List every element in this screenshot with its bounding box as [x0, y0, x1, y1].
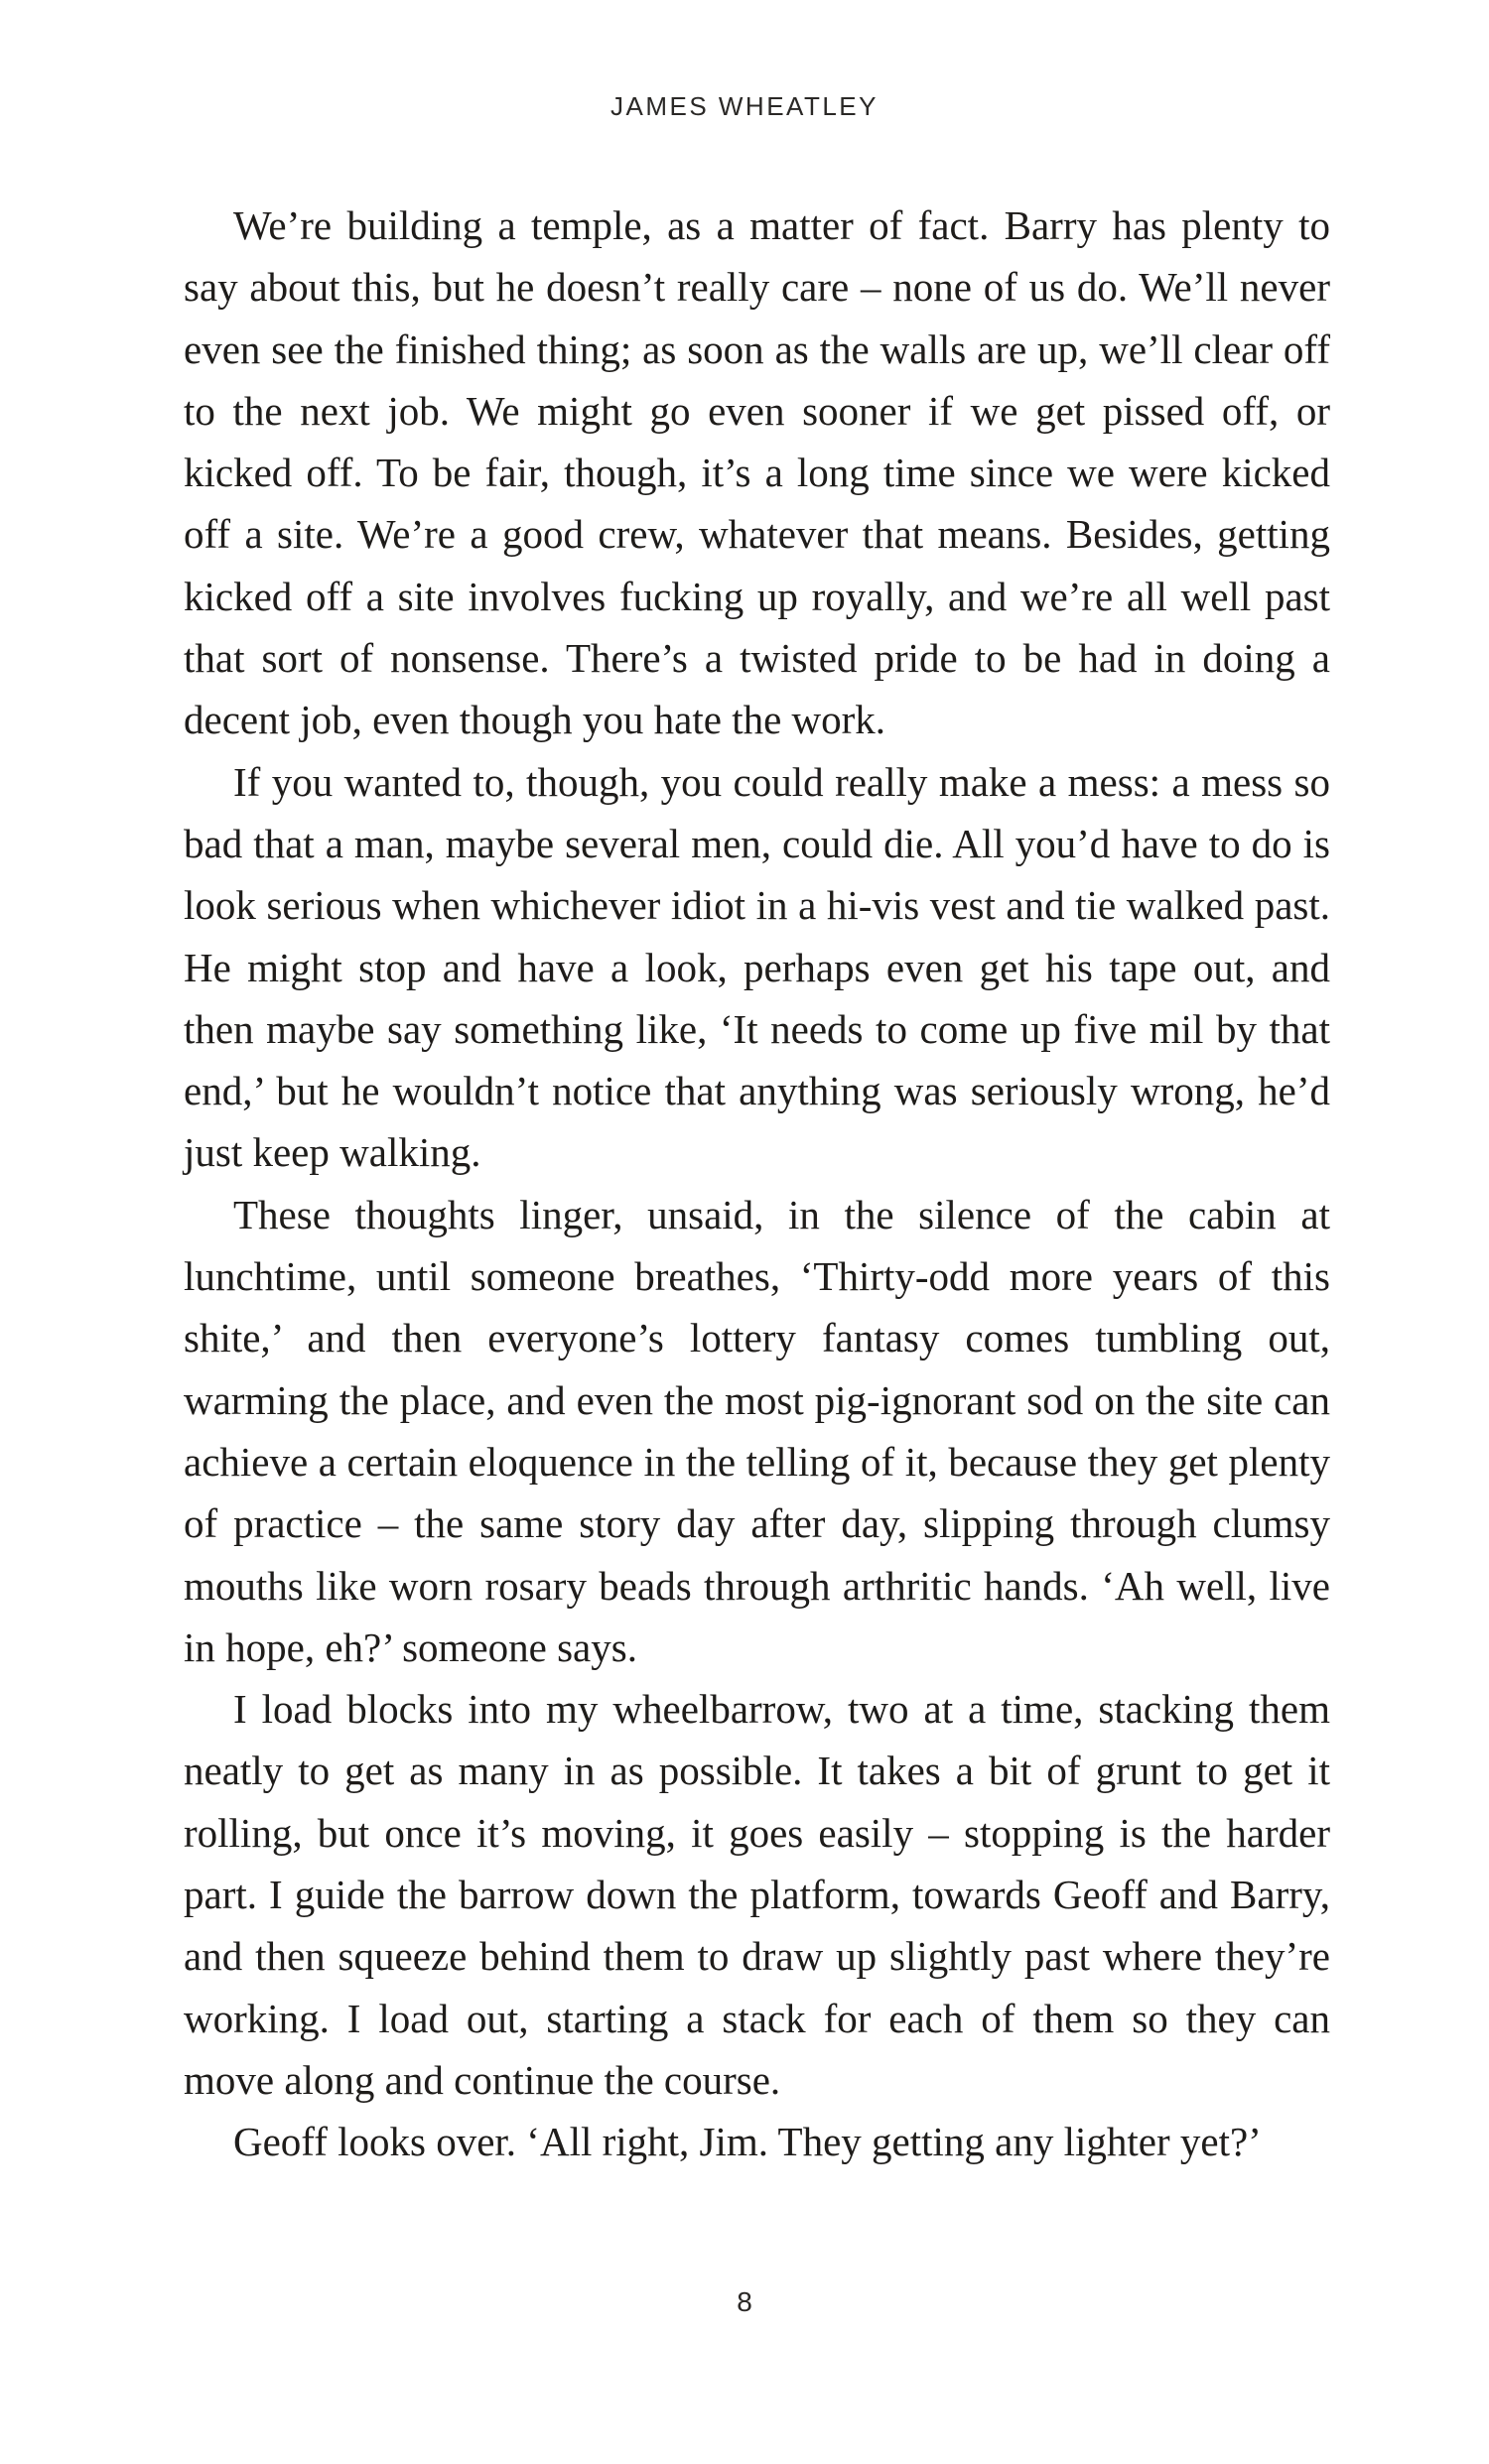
- paragraph-5: Geoff looks over. ‘All right, Jim. They getting any lighter yet?’: [233, 2119, 1262, 2165]
- running-head: JAMES WHEATLEY: [609, 91, 879, 121]
- body-text: [184, 195, 1330, 2173]
- page-number: 8: [737, 2286, 752, 2317]
- paragraph-4: I load blocks into my wheelbarrow, two at a time, stacking them neatly to get as many in as possible. It takes a bit of grunt to get it rolling, but once it’s moving, it goes easily – stopping is the harder part. I guide the barrow down the platform, towards Geoff and Barry, and then squeeze behind them to draw up slightly past where they’re working. I load out, starting a stack for each of them so they can move along and continue the course.: [184, 1686, 1330, 2103]
- paragraph-3: These thoughts linger, unsaid, in the silence of the cabin at lunchtime, until someone breathes, ‘Thirty-odd more years of this shite,’ and then everyone’s lottery fantasy comes tumbling out, warming the place, and even the most pig-ignorant sod on the site can achieve a certain eloquence in the telling of it, because they get plenty of practice – the same story day after day, slipping through clumsy mouths like worn rosary beads through arthritic hands. ‘Ah well, live in hope, eh?’ someone says.: [184, 1191, 1330, 1670]
- paragraph-2: If you wanted to, though, you could really make a mess: a mess so bad that a man, maybe several men, could die. All you’d have to do is look serious when whichever idiot in a hi-vis vest and tie walked past. He might stop and have a look, perhaps even get his tape out, and then maybe say something like, ‘It needs to come up five mil by that end,’ but he wouldn’t notice that anything was seriously wrong, he’d just keep walking.: [184, 758, 1330, 1176]
- paragraph-1: We’re building a temple, as a matter of fact. Barry has plenty to say about this, but he doesn’t really care – none of us do. We’ll never even see the finished thing; as soon as the walls are up, we’ll clear off to the next job. We might go even sooner if we get pissed off, or kicked off. To be fair, though, it’s a long time since we were kicked off a site. We’re a good crew, whatever that means. Besides, getting kicked off a site involves fucking up royally, and we’re all well past that sort of nonsense. There’s a twisted pride to be had in doing a decent job, even though you hate the work.: [184, 202, 1330, 743]
